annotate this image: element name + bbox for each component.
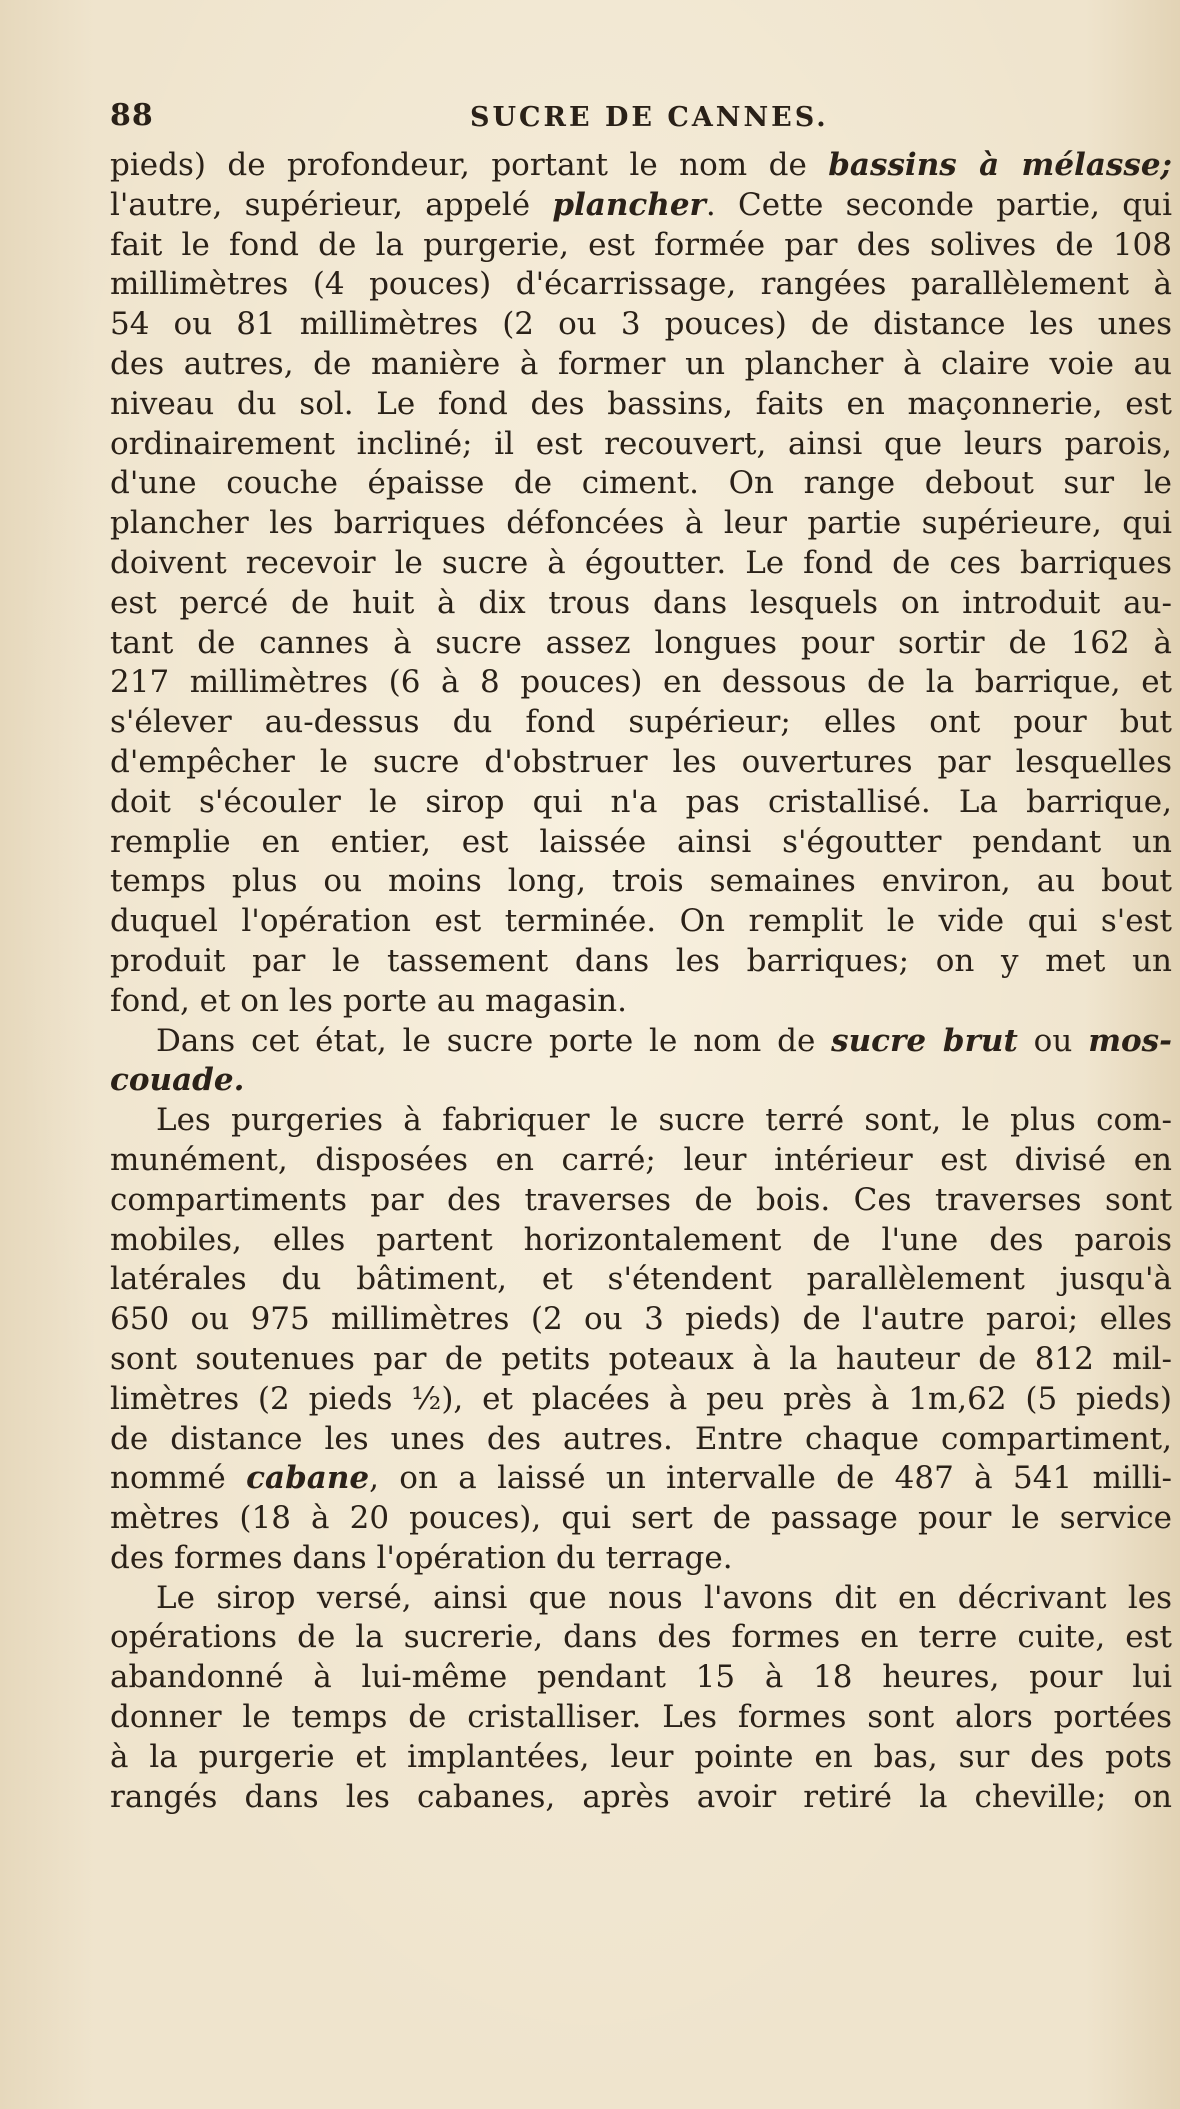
line-text: ordinairement incliné; il est recouvert, ainsi que leurs parois, <box>110 425 1172 462</box>
text-line <box>110 902 1172 942</box>
text-line <box>110 1380 1172 1420</box>
text-line <box>110 823 1172 863</box>
running-title: SUCRE DE CANNES. <box>470 102 829 133</box>
text-line <box>110 1022 1172 1062</box>
italic-term: mos- <box>1088 1022 1172 1059</box>
line-text: est percé de huit à dix trous dans lesquels on introduit au- <box>110 584 1172 621</box>
line-text: opérations de la sucrerie, dans des formes en terre cuite, est <box>110 1619 1172 1656</box>
text-line <box>110 942 1172 982</box>
text-line <box>110 1618 1172 1658</box>
line-text: des autres, de manière à former un plancher à claire voie au <box>110 345 1172 382</box>
text-line <box>110 703 1172 743</box>
line-text: millimètres (4 pouces) d'écarrissage, rangées parallèlement à <box>110 266 1172 303</box>
italic-term: sucre brut <box>831 1022 1018 1059</box>
line-text: de distance les unes des autres. Entre chaque compartiment, <box>110 1420 1172 1457</box>
text-line <box>110 862 1172 902</box>
text-line <box>110 1141 1172 1181</box>
text-line <box>110 1778 1172 1818</box>
text-line <box>110 345 1172 385</box>
text-line <box>110 1340 1172 1380</box>
text-line <box>110 1539 1172 1579</box>
text-line <box>110 1658 1172 1698</box>
line-text: Dans cet état, le sucre porte le nom de <box>156 1022 832 1059</box>
line-text: d'empêcher le sucre d'obstruer les ouvertures par lesquelles <box>110 743 1172 780</box>
italic-term: cabane <box>246 1460 370 1497</box>
line-text: Les purgeries à fabriquer le sucre terré sont, le plus com- <box>156 1102 1172 1139</box>
text-line <box>110 305 1172 345</box>
text-line <box>110 1579 1172 1619</box>
line-text: l'autre, supérieur, appelé <box>110 186 553 223</box>
line-text: d'une couche épaisse de ciment. On range debout sur le <box>110 465 1172 502</box>
text-line <box>110 783 1172 823</box>
line-text: 54 ou 81 millimètres (2 ou 3 pouces) de distance les unes <box>110 306 1172 343</box>
line-text: ou <box>1017 1022 1089 1059</box>
text-line <box>110 1499 1172 1539</box>
line-text: donner le temps de cristalliser. Les formes sont alors portées <box>110 1699 1172 1736</box>
line-text: tant de cannes à sucre assez longues pour sortir de 162 à <box>110 624 1172 661</box>
body-text <box>110 146 1172 1817</box>
line-text: rangés dans les cabanes, après avoir retiré la cheville; on <box>110 1778 1172 1815</box>
line-text: mobiles, elles partent horizontalement de l'une des parois <box>110 1221 1172 1258</box>
line-text: compartiments par des traverses de bois. Ces traverses sont <box>110 1181 1172 1218</box>
line-text: fond, et on les porte au magasin. <box>110 982 627 1019</box>
text-line <box>110 584 1172 624</box>
line-text: pieds) de profondeur, portant le nom de <box>110 147 829 183</box>
text-line <box>110 1738 1172 1778</box>
line-text: produit par le tassement dans les barriques; on y met un <box>110 942 1172 979</box>
text-line <box>110 1181 1172 1221</box>
line-text: Le sirop versé, ainsi que nous l'avons dit en décrivant les <box>156 1579 1172 1616</box>
line-text: s'élever au-dessus du fond supérieur; elles ont pour but <box>110 704 1172 741</box>
text-line <box>110 265 1172 305</box>
line-text: limètres (2 pieds ½), et placées à peu près à 1m,62 (5 pieds) <box>110 1380 1172 1417</box>
line-text: latérales du bâtiment, et s'étendent parallèlement jusqu'à <box>110 1261 1172 1298</box>
line-text: 650 ou 975 millimètres (2 ou 3 pieds) de l'autre paroi; elles <box>110 1301 1172 1338</box>
line-text: duquel l'opération est terminée. On remplit le vide qui s'est <box>110 903 1172 940</box>
line-text: doivent recevoir le sucre à égoutter. Le fond de ces barriques <box>110 544 1172 581</box>
text-line <box>110 1101 1172 1141</box>
line-text: sont soutenues par de petits poteaux à la hauteur de 812 mil- <box>110 1340 1172 1377</box>
italic-term: bassins à mélasse; <box>828 147 1172 183</box>
text-line <box>110 663 1172 703</box>
text-line <box>110 982 1172 1022</box>
text-line <box>110 1300 1172 1340</box>
text-line <box>110 186 1172 226</box>
text-line <box>110 743 1172 783</box>
line-text: munément, disposées en carré; leur intérieur est divisé en <box>110 1141 1172 1178</box>
line-text: doit s'écouler le sirop qui n'a pas cristallisé. La barrique, <box>110 783 1172 820</box>
line-text: remplie en entier, est laissée ainsi s'égoutter pendant un <box>110 823 1172 860</box>
text-line <box>110 385 1172 425</box>
italic-term: plancher <box>552 186 706 223</box>
line-text: à la purgerie et implantées, leur pointe en bas, sur des pots <box>110 1738 1172 1775</box>
text-line <box>110 464 1172 504</box>
text-line <box>110 544 1172 584</box>
line-text: temps plus ou moins long, trois semaines environ, au bout <box>110 863 1172 900</box>
line-text: niveau du sol. Le fond des bassins, faits en maçonnerie, est <box>110 385 1172 422</box>
italic-term: couade. <box>110 1062 245 1099</box>
line-text: abandonné à lui-même pendant 15 à 18 heures, pour lui <box>110 1659 1172 1696</box>
line-text: . Cette seconde partie, qui <box>705 186 1172 223</box>
text-line <box>110 1221 1172 1261</box>
text-line <box>110 624 1172 664</box>
line-text: fait le fond de la purgerie, est formée par des solives de 108 <box>110 226 1172 263</box>
text-line <box>110 1698 1172 1738</box>
text-line <box>110 1420 1172 1460</box>
line-text: 217 millimètres (6 à 8 pouces) en dessous de la barrique, et <box>110 664 1172 701</box>
page-number: 88 <box>110 98 154 133</box>
text-line <box>110 1061 1172 1101</box>
text-line <box>110 146 1172 186</box>
text-line <box>110 1459 1172 1499</box>
text-line <box>110 425 1172 465</box>
line-text: mètres (18 à 20 pouces), qui sert de passage pour le service <box>110 1500 1172 1537</box>
text-line <box>110 226 1172 266</box>
line-text: plancher les barriques défoncées à leur partie supérieure, qui <box>110 505 1172 542</box>
text-line <box>110 1260 1172 1300</box>
line-text: nommé <box>110 1460 247 1497</box>
line-text: , on a laissé un intervalle de 487 à 541 milli- <box>369 1460 1172 1497</box>
page-header <box>110 98 1170 142</box>
line-text: des formes dans l'opération du terrage. <box>110 1539 733 1576</box>
text-line <box>110 504 1172 544</box>
